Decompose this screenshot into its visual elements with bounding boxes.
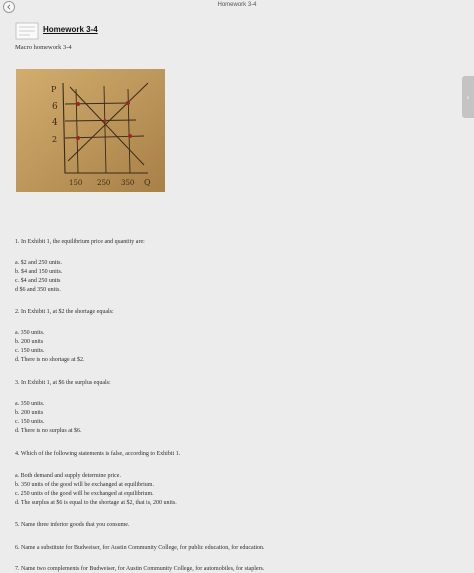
question-text: 4. Which of the following statements is false, according to Exhibit 1. <box>15 451 181 457</box>
answer-option: b. $4 and 150 units. <box>15 268 63 275</box>
answer-option: b. 200 units <box>15 338 44 345</box>
question-4 <box>15 450 180 459</box>
question-7 <box>15 565 264 573</box>
question-text: 5. Name three inferior goods that you consume. <box>15 522 130 528</box>
document-icon <box>15 22 39 40</box>
sketch-y-tick: 4 <box>52 118 58 128</box>
question-text: 2. In Exhibit 1, at $2 the shortage equals: <box>15 309 114 315</box>
document-page <box>0 14 462 573</box>
sketch-y-label: P <box>51 85 57 94</box>
question-text: 6. Name a substitute for Budweiser, for Austin Community College, for public education, for education. <box>15 545 265 551</box>
question-5 <box>15 521 129 530</box>
answer-option: a. Both demand and supply determine price. <box>15 473 121 479</box>
answer-option: a. 350 units. <box>15 401 45 407</box>
document-title-link[interactable]: Homework 3-4 <box>43 25 98 34</box>
answer-option: c. 150 units. <box>15 418 45 425</box>
supply-demand-sketch <box>16 69 165 192</box>
window-titlebar <box>0 0 474 14</box>
answer-option: d. The surplus at $6 is equal to the shortage at $2, that is, 200 units. <box>15 499 177 506</box>
question-1-options <box>15 259 62 295</box>
question-4-options <box>15 472 177 508</box>
answer-option: d $6 and 350 units. <box>15 286 61 293</box>
question-1 <box>15 238 145 247</box>
answer-option: a. 350 units. <box>15 330 45 336</box>
question-text: 3. In Exhibit 1, at $6 the surplus equals: <box>15 380 111 386</box>
sketch-x-label: Q <box>144 178 151 187</box>
sketch-y-tick: 2 <box>52 135 58 144</box>
answer-option: d. There is no shortage at $2. <box>15 356 85 363</box>
document-subtitle: Macro homework 3-4 <box>15 44 72 51</box>
answer-option: c. $4 and 250 units <box>15 277 61 284</box>
sketch-y-tick: 6 <box>52 102 58 112</box>
answer-option: d. There is no surplus at $6. <box>15 427 82 434</box>
question-text: 7. Name two complements for Budweiser, for Austin Community College, for automobiles, for staplers. <box>15 566 265 572</box>
question-3-options <box>15 400 82 436</box>
answer-option: c. 150 units. <box>15 347 45 354</box>
answer-option: b. 350 units of the good will be exchanged at equilibrium. <box>15 481 154 488</box>
question-2 <box>15 308 114 317</box>
window-title: Homework 3-4 <box>217 2 257 8</box>
answer-option: a. $2 and 250 units. <box>15 260 62 266</box>
sketch-x-tick: 250 <box>97 179 111 187</box>
question-6 <box>15 544 265 553</box>
question-3 <box>15 379 111 388</box>
answer-option: c. 250 units of the good will be exchanged at equilibrium. <box>15 490 154 497</box>
question-2-options <box>15 329 85 365</box>
question-text: 1. In Exhibit 1, the equilibrium price and quantity are: <box>15 239 145 245</box>
sketch-x-tick: 150 <box>69 179 83 187</box>
exhibit-photo <box>16 69 165 192</box>
chevron-left-icon: ‹ <box>466 92 470 102</box>
sketch-x-tick: 350 <box>121 179 135 187</box>
side-panel-toggle[interactable] <box>462 76 474 118</box>
document-header <box>15 22 125 40</box>
answer-option: b. 200 units <box>15 409 44 416</box>
